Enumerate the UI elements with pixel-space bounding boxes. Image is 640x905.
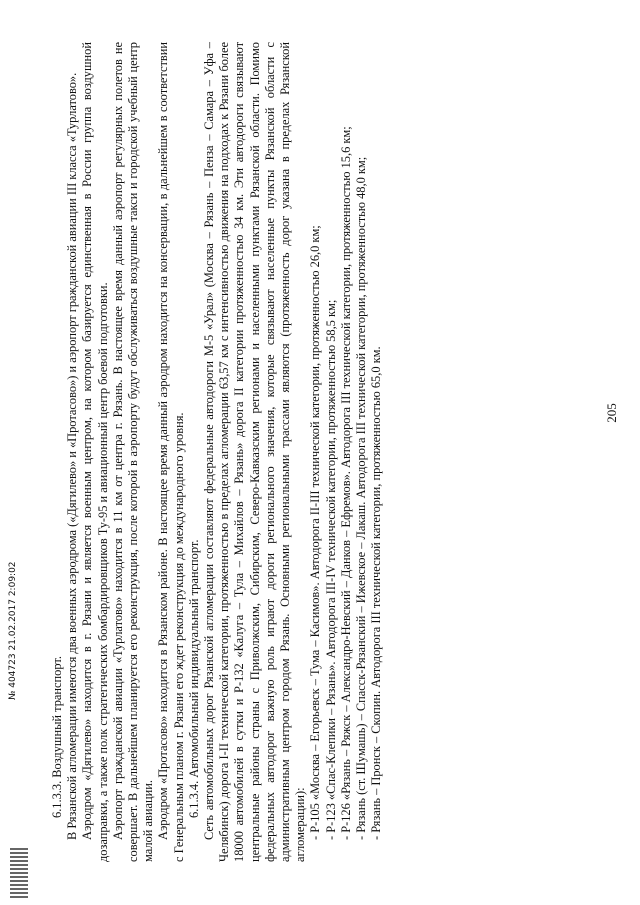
list-item: - Р-126 «Рязань – Ряжск – Александро-Невский – Данков – Ефремов». Автодорога III технической категории, протяженностью 15,6 км; [338,126,353,840]
barcode-stamp-icon [10,848,28,898]
document-stamp-text: № 404723 21.02.2017 2:09:02 [8,561,18,700]
list-item: - Рязань (ст. Шумашь) – Спасск-Рязанский – Ижевское – Лакаш. Автодорога III технической категории, протяженностью 48,0 км; [354,156,369,840]
list-item: - Рязань – Пронск – Скопин. Автодорога III технической категории, протяженностью 65,0 км. [369,346,384,840]
paragraph: Аэродром «Дягилево» находится в г. Рязани и является военным центром, на котором базируется единственная в России группа воздушной дозаправки, а также полк стратегических бомбардировщиков Ту-95 и авиационный центр боевой подготовки. [80,42,110,862]
paragraph: Аэропорт гражданской авиации «Турлатово» находится в 11 км от центра г. Рязань. В настоящее время данный аэропорт регулярных полетов не совершает. В дальнейшем планируется его реконструкция, после которой в аэропорту будут обслуживаться воздушные такси и городской учебный центр малой авиации. [110,42,156,862]
heading-auto-transport: 6.1.3.4. Автомобильный индивидуальный транспорт. [186,539,201,818]
page-number: 205 [603,403,619,423]
rotated-text-block [50,42,580,862]
list-item: - Р-105 «Москва – Егорьевск – Тума – Касимов». Автодорога II-III технической категории, протяженностью 26,0 км; [308,225,323,840]
list-item: - Р-123 «Спас-Клепики – Рязань». Автодорога III-IV технической категории, протяженностью 58,5 км; [323,299,338,840]
heading-air-transport: 6.1.3.3. Воздушный транспорт. [50,656,64,818]
paragraph: Сеть автомобильных дорог Рязанской агломерации составляют федеральные автодороги М-5 «Урал» (Москва – Рязань – Пенза – Самара – Уфа – Челябинск) дорога I-II технической категории, протяженностью в пределах агломерации 63,57 км с интенсивностью движения на подходах к Рязани более 18000 автомобилей в сутки и Р-132 «Калуга – Тула – Михайлов – Рязань» дорога II категории протяженностью 34 км. Эти автодороги связывают центральные районы страны с Приволжским, Сибирским, Северо-Кавказским регионами и населенными пунктами Рязанской области. Помимо федеральных автодорог важную роль играют дороги регионального значения, которые связывают населенные пункты Рязанской области с административным центром городом Рязань. Основными региональными трассами являются (протяженность дорог указана в пределах Рязанской агломерации): [202,42,308,862]
paragraph: Аэродром «Протасово» находится в Рязанском районе. В настоящее время данный аэродром находится на консервации, в дальнейшем в соответствии с Генеральным планом г. Рязани его ждет реконструкция до международного уровня. [156,42,186,862]
paragraph: В Рязанской агломерации имеются два военных аэродрома («Дягилево» и «Протасово») и аэропорт гражданской авиации III класса «Турлатово». [65,72,80,840]
